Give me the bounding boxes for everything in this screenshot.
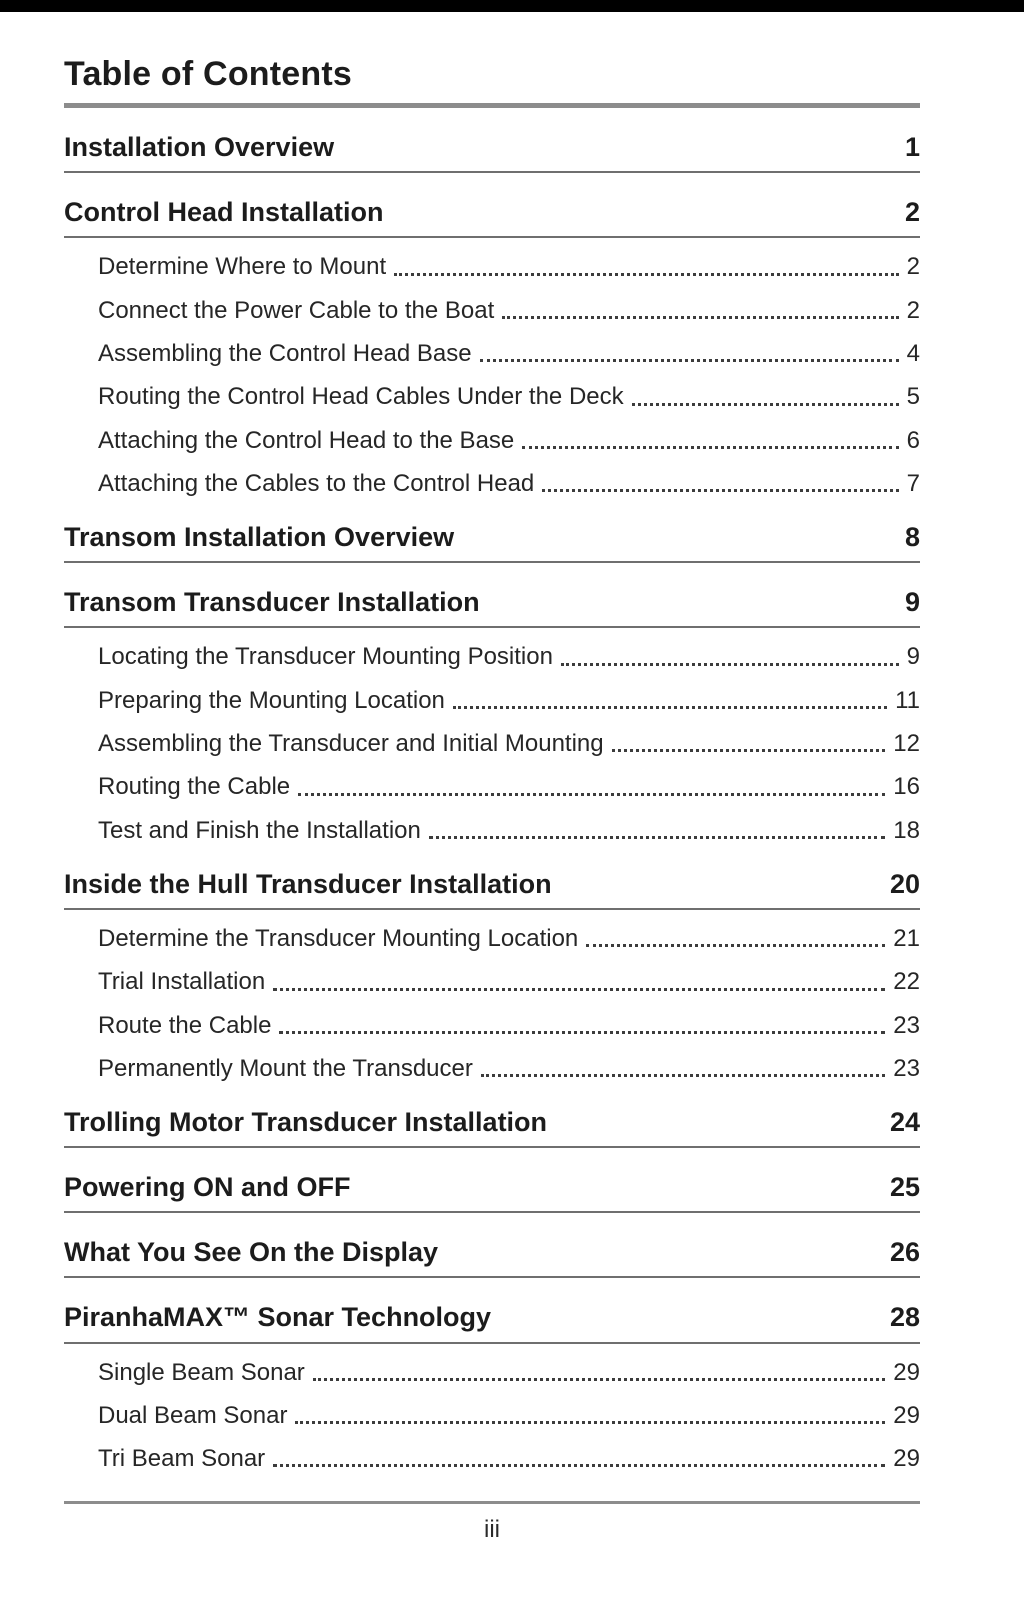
toc-sub-row xyxy=(98,925,920,953)
dot-leader xyxy=(502,316,898,319)
toc-section-label: Powering ON and OFF xyxy=(64,1172,351,1203)
toc-section-page: 9 xyxy=(904,587,920,618)
dot-leader xyxy=(542,489,898,492)
toc-section-row xyxy=(64,869,920,910)
toc-sub-label: Locating the Transducer Mounting Position xyxy=(98,643,553,671)
toc-sub-row xyxy=(98,730,920,758)
toc-sub-row xyxy=(98,1012,920,1040)
dot-leader xyxy=(480,359,899,362)
toc-sub-row xyxy=(98,297,920,325)
toc-content xyxy=(0,12,1024,1600)
toc-sub-label: Determine Where to Mount xyxy=(98,253,387,281)
toc-sub-page: 29 xyxy=(893,1445,920,1473)
toc-section-label: Trolling Motor Transducer Installation xyxy=(64,1107,548,1138)
footer-divider xyxy=(64,1501,920,1504)
toc-section-label: Inside the Hull Transducer Installation xyxy=(64,869,552,900)
toc-section-label: Installation Overview xyxy=(64,132,335,163)
toc-sub-row xyxy=(98,253,920,281)
toc-section-page: 28 xyxy=(889,1302,920,1333)
toc-section-label: Transom Transducer Installation xyxy=(64,587,480,618)
toc-sub-page: 9 xyxy=(906,643,920,671)
toc-section-page: 1 xyxy=(904,132,920,163)
toc-sub-row xyxy=(98,773,920,801)
toc-sub-label: Assembling the Transducer and Initial Mounting xyxy=(98,730,604,758)
toc-sub-label: Attaching the Control Head to the Base xyxy=(98,426,515,454)
toc-sub-row xyxy=(98,383,920,411)
dot-leader xyxy=(298,793,885,796)
toc-sub-label: Preparing the Mounting Location xyxy=(98,686,445,714)
toc-sub-row xyxy=(98,643,920,671)
toc-sub-label: Routing the Cable xyxy=(98,773,291,801)
toc-sub-row xyxy=(98,817,920,845)
toc-sub-row xyxy=(98,1402,920,1430)
toc-section-row xyxy=(64,197,920,238)
toc-sub-row xyxy=(98,687,920,715)
toc-sub-label: Connect the Power Cable to the Boat xyxy=(98,296,495,324)
toc-sub-page: 5 xyxy=(906,383,920,411)
toc-sub-label: Routing the Control Head Cables Under the Deck xyxy=(98,383,624,411)
toc-sub-page: 22 xyxy=(893,968,920,996)
toc-sub-row xyxy=(98,1359,920,1387)
toc-section-page: 20 xyxy=(889,869,920,900)
toc-section-row xyxy=(64,1237,920,1278)
toc-section-row xyxy=(64,1107,920,1148)
scan-edge-bar xyxy=(0,0,1024,12)
toc-section-label: Transom Installation Overview xyxy=(64,522,455,553)
toc-sub-page: 4 xyxy=(906,340,920,368)
toc-sub-row xyxy=(98,1055,920,1083)
toc-sub-page: 29 xyxy=(893,1358,920,1386)
toc-sub-row xyxy=(98,427,920,455)
toc-sub-label: Determine the Transducer Mounting Location xyxy=(98,925,579,953)
toc-sub-label: Tri Beam Sonar xyxy=(98,1445,266,1473)
dot-leader xyxy=(394,273,899,276)
toc-sub-page: 21 xyxy=(893,925,920,953)
toc-section-page: 2 xyxy=(904,197,920,228)
dot-leader xyxy=(429,836,885,839)
dot-leader xyxy=(273,1464,885,1467)
toc-sub-page: 29 xyxy=(893,1401,920,1429)
toc-section-page: 25 xyxy=(889,1172,920,1203)
toc-section-label: What You See On the Display xyxy=(64,1237,439,1268)
toc-sub-page: 12 xyxy=(893,730,920,758)
toc-sub-page: 18 xyxy=(893,816,920,844)
toc-section-label: PiranhaMAX™ Sonar Technology xyxy=(64,1302,492,1333)
dot-leader xyxy=(561,663,899,666)
dot-leader xyxy=(295,1421,885,1424)
toc-sub-label: Test and Finish the Installation xyxy=(98,816,421,844)
dot-leader xyxy=(279,1031,885,1034)
toc-sub-page: 6 xyxy=(906,426,920,454)
toc-section-row xyxy=(64,587,920,628)
toc-sub-row xyxy=(98,1445,920,1473)
toc-sub-page: 16 xyxy=(893,773,920,801)
toc-sub-row xyxy=(98,470,920,498)
dot-leader xyxy=(522,446,898,449)
toc-sub-label: Trial Installation xyxy=(98,968,266,996)
toc-section-page: 24 xyxy=(889,1107,920,1138)
toc-sub-page: 2 xyxy=(906,296,920,324)
toc-sub-page: 23 xyxy=(893,1055,920,1082)
toc-sub-page: 2 xyxy=(906,253,920,281)
toc-section-page: 8 xyxy=(904,522,920,553)
page-title: Table of Contents xyxy=(64,56,920,108)
toc-section-row xyxy=(64,1302,920,1343)
toc-sub-label: Assembling the Control Head Base xyxy=(98,340,472,368)
toc-sub-label: Single Beam Sonar xyxy=(98,1358,305,1386)
toc-section-row xyxy=(64,1172,920,1213)
dot-leader xyxy=(453,706,887,709)
toc-sub-label: Attaching the Cables to the Control Head xyxy=(98,470,535,498)
toc-sub-label: Permanently Mount the Transducer xyxy=(98,1055,473,1082)
toc-section-page: 26 xyxy=(889,1237,920,1268)
toc-sub-label: Route the Cable xyxy=(98,1011,272,1039)
toc-sub-page: 7 xyxy=(906,470,920,498)
toc-section-row xyxy=(64,522,920,563)
toc-section-row xyxy=(64,132,920,173)
toc-sub-label: Dual Beam Sonar xyxy=(98,1401,288,1429)
dot-leader xyxy=(632,403,899,406)
dot-leader xyxy=(313,1378,886,1381)
toc-sub-page: 11 xyxy=(895,686,920,714)
dot-leader xyxy=(273,988,885,991)
dot-leader xyxy=(586,944,885,947)
dot-leader xyxy=(612,749,886,752)
toc-sub-page: 23 xyxy=(893,1011,920,1039)
toc-section-label: Control Head Installation xyxy=(64,197,384,228)
toc-sub-row xyxy=(98,340,920,368)
toc-sub-row xyxy=(98,968,920,996)
page-number: iii xyxy=(484,1516,500,1543)
dot-leader xyxy=(481,1074,885,1077)
